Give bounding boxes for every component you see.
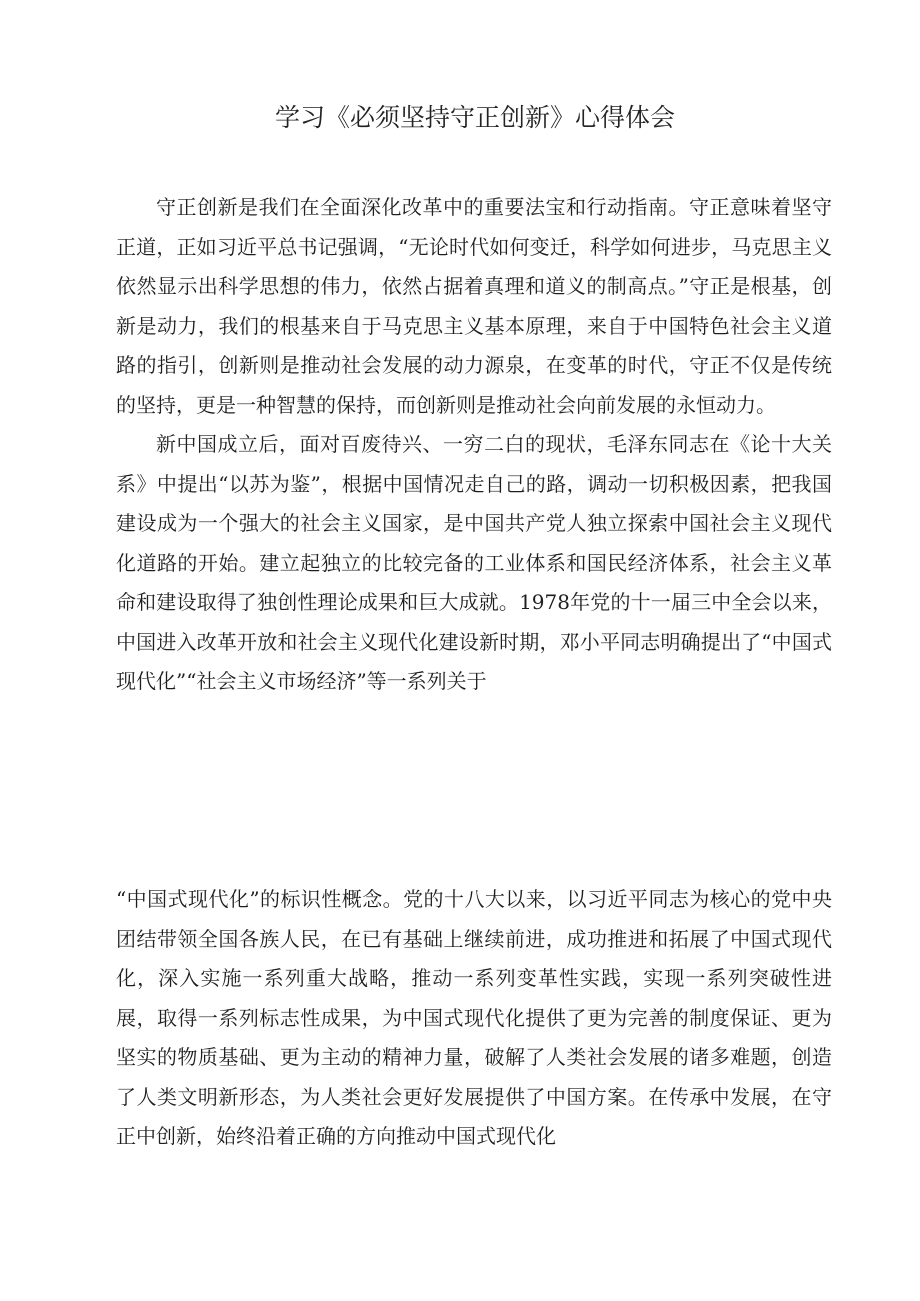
document-title: 学习《必须坚持守正创新》心得体会 — [274, 103, 675, 132]
body-text-top — [116, 188, 832, 702]
paragraph-3: “中国式现代化”的标识性概念。党的十八大以来，以习近平同志为核心的党中央团结带领全国各族人民，在已有基础上继续前进，成功推进和拓展了中国式现代化，深入实施一系列重大战略，推动一系列变革性实践，实现一系列突破性进展，取得一系列标志性成果，为中国式现代化提供了更为完善的制度保证、更为坚实的物质基础、更为主动的精神力量，破解了人类社会发展的诸多难题，创造了人类文明新形态，为人类社会更好发展提供了中国方案。在传承中发展，在守正中创新，始终沿着正确的方向推动中国式现代化 — [116, 887, 832, 1148]
body-text-bottom — [116, 880, 832, 1157]
paragraph-2: 新中国成立后，面对百废待兴、一穷二白的现状，毛泽东同志在《论十大关系》中提出“以苏为鉴”，根据中国情况走自己的路，调动一切积极因素，把我国建设成为一个强大的社会主义国家，是中国共产党人独立探索中国社会主义现代化道路的开始。建立起独立的比较完备的工业体系和国民经济体系，社会主义革命和建设取得了独创性理论成果和巨大成就。1978年党的十一届三中全会以来，中国进入改革开放和社会主义现代化建设新时期，邓小平同志明确提出了“中国式现代化”“社会主义市场经济”等一系列关于 — [116, 432, 832, 693]
paragraph-1: 守正创新是我们在全面深化改革中的重要法宝和行动指南。守正意味着坚守正道，正如习近平总书记强调，“无论时代如何变迁，科学如何进步，马克思主义依然显示出科学思想的伟力，依然占据着真理和道义的制高点。”守正是根基，创新是动力，我们的根基来自于马克思主义基本原理，来自于中国特色社会主义道路的指引，创新则是推动社会发展的动力源泉，在变革的时代，守正不仅是传统的坚持，更是一种智慧的保持，而创新则是推动社会向前发展的永恒动力。 — [116, 195, 832, 417]
